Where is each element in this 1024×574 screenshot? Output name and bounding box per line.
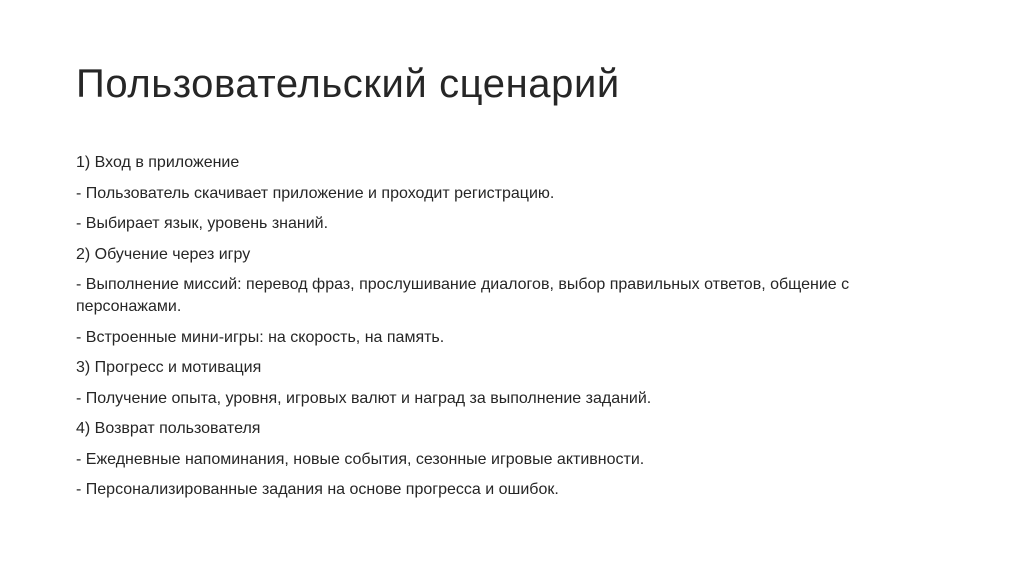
- list-item: - Персонализированные задания на основе прогресса и ошибок.: [76, 481, 559, 498]
- body-text-list: [76, 152, 956, 510]
- list-item: - Выбирает язык, уровень знаний.: [76, 215, 329, 232]
- section-heading-learning: 2) Обучение через игру: [76, 245, 251, 263]
- list-item: - Получение опыта, уровня, игровых валют и наград за выполнение заданий.: [76, 389, 652, 407]
- list-item: - Пользователь скачивает приложение и проходит регистрацию.: [76, 184, 555, 202]
- list-item: - Встроенные мини-игры: на скорость, на память.: [76, 328, 445, 346]
- list-item: - Выполнение миссий: перевод фраз, прослушивание диалогов, выбор правильных ответов, общение с персонажами.: [76, 276, 850, 315]
- slide-title: Пользовательский сценарий: [76, 62, 620, 106]
- section-heading-progress: 3) Прогресс и мотивация: [76, 359, 262, 376]
- section-heading-entry: 1) Вход в приложение: [76, 154, 240, 171]
- section-heading-return: 4) Возврат пользователя: [76, 420, 261, 437]
- list-item: - Ежедневные напоминания, новые события, сезонные игровые активности.: [76, 450, 645, 468]
